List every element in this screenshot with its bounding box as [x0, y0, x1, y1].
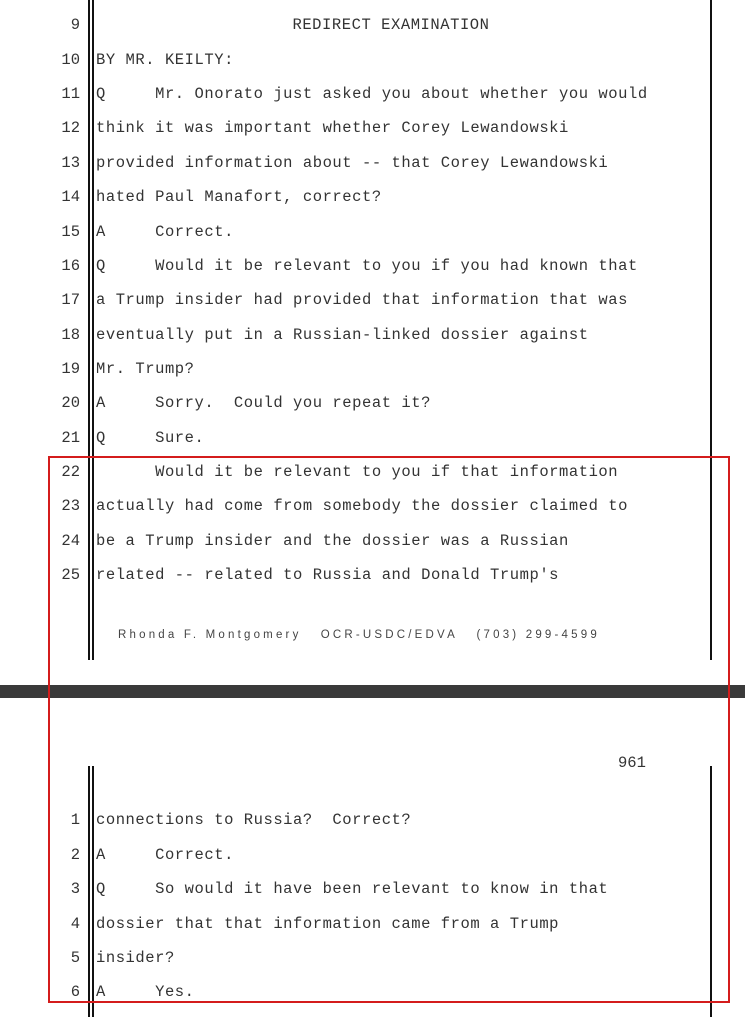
line-number: 12: [61, 119, 80, 137]
line-text: Mr. Trump?: [96, 360, 195, 378]
line-number: 23: [61, 497, 80, 515]
line-number: 16: [61, 257, 80, 275]
transcript-line: [0, 184, 745, 210]
line-text: dossier that that information came from a Trump: [96, 915, 560, 933]
transcript-line: [0, 322, 745, 348]
line-text: insider?: [96, 949, 175, 967]
line-text: related -- related to Russia and Donald Trump's: [96, 566, 560, 584]
line-text: be a Trump insider and the dossier was a Russian: [96, 532, 569, 550]
line-text: a Trump insider had provided that information that was: [96, 291, 628, 309]
transcript-line: [0, 390, 745, 416]
transcript-line: [0, 115, 745, 141]
line-text: think it was important whether Corey Lewandowski: [96, 119, 569, 137]
line-text: Q Sure.: [96, 429, 205, 447]
line-number: 13: [61, 154, 80, 172]
line-text: eventually put in a Russian-linked dossier against: [96, 326, 589, 344]
line-text: BY MR. KEILTY:: [96, 51, 234, 69]
transcript-line: [0, 253, 745, 279]
line-number: 21: [61, 429, 80, 447]
line-number: 24: [61, 532, 80, 550]
transcript-line: [0, 81, 745, 107]
line-text: connections to Russia? Correct?: [96, 811, 412, 829]
court-reporter-footer: Rhonda F. Montgomery OCR-USDC/EDVA (703) 299-4599: [118, 629, 600, 641]
line-number: 19: [61, 360, 80, 378]
line-number: 14: [61, 188, 80, 206]
transcript-line: [0, 425, 745, 451]
line-number: 5: [70, 949, 80, 967]
line-number: 9: [70, 16, 80, 34]
transcript-line: [0, 47, 745, 73]
line-text: A Correct.: [96, 223, 234, 241]
transcript-line: [0, 12, 745, 38]
line-text: Would it be relevant to you if that information: [96, 463, 619, 481]
line-text: Q Mr. Onorato just asked you about whether you would: [96, 85, 648, 103]
line-text: A Sorry. Could you repeat it?: [96, 394, 431, 412]
line-number: 1: [70, 811, 80, 829]
line-number: 22: [61, 463, 80, 481]
line-number: 4: [70, 915, 80, 933]
section-heading: REDIRECT EXAMINATION: [292, 16, 490, 34]
line-number: 15: [61, 223, 80, 241]
line-number: 17: [61, 291, 80, 309]
line-number: 10: [61, 51, 80, 69]
transcript-line: [0, 287, 745, 313]
transcript-line: [0, 219, 745, 245]
transcript-line: [0, 356, 745, 382]
line-number: 25: [61, 566, 80, 584]
line-number: 11: [61, 85, 80, 103]
line-number: 18: [61, 326, 80, 344]
line-text: A Correct.: [96, 846, 234, 864]
line-text: actually had come from somebody the dossier claimed to: [96, 497, 628, 515]
line-number: 2: [70, 846, 80, 864]
line-text: Q Would it be relevant to you if you had known that: [96, 257, 638, 275]
line-text: hated Paul Manafort, correct?: [96, 188, 382, 206]
line-text: Q So would it have been relevant to know in that: [96, 880, 609, 898]
highlight-box: [48, 456, 730, 1003]
line-text: provided information about -- that Corey Lewandowski: [96, 154, 609, 172]
line-number: 6: [70, 983, 80, 1001]
transcript-line: [0, 150, 745, 176]
line-number: 3: [70, 880, 80, 898]
line-text: A Yes.: [96, 983, 195, 1001]
line-number: 20: [61, 394, 80, 412]
page-number: 961: [618, 754, 646, 772]
